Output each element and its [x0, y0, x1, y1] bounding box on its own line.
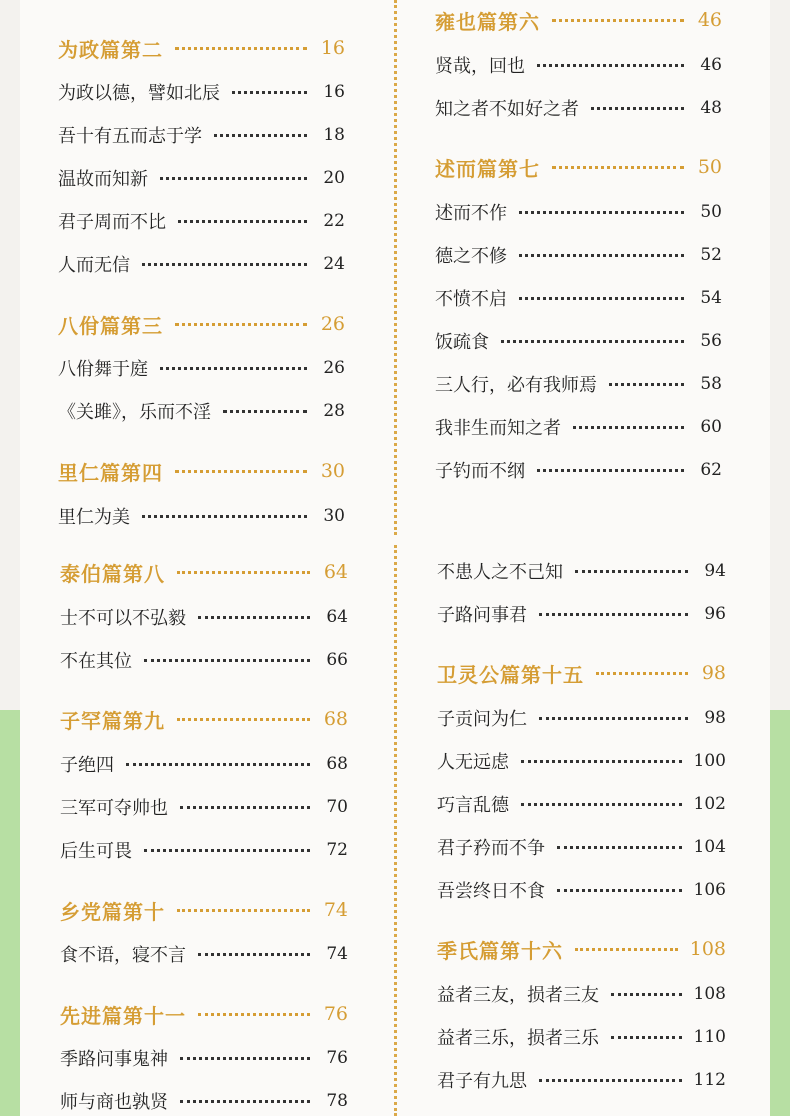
page-number: 50	[700, 202, 722, 222]
chapter-title: 述而篇第七	[435, 156, 540, 181]
chapter-title: 先进篇第十一	[60, 1003, 186, 1028]
page-number: 100	[693, 751, 726, 771]
page-number: 108	[693, 984, 726, 1004]
entry-title: 君子矜而不争	[437, 838, 545, 859]
dot-leader	[177, 571, 310, 574]
entry-title: 不愤不启	[435, 289, 507, 310]
entry-title: 德之不修	[435, 246, 507, 267]
dot-leader	[160, 367, 307, 370]
entry-title: 益者三友，损者三友	[437, 985, 599, 1006]
dot-leader	[521, 760, 682, 763]
entry-title: 我非生而知之者	[435, 418, 561, 439]
toc-entry[interactable]	[60, 1043, 348, 1073]
entry-title: 君子有九思	[437, 1071, 527, 1092]
page-number: 26	[323, 358, 345, 378]
toc-entry[interactable]	[58, 120, 345, 150]
dot-leader	[591, 107, 684, 110]
entry-title: 人无远虑	[437, 752, 509, 773]
chapter-heading[interactable]	[60, 999, 348, 1029]
dot-leader	[537, 64, 684, 67]
entry-title: 后生可畏	[60, 841, 132, 862]
dot-leader	[177, 909, 310, 912]
dot-leader	[126, 763, 310, 766]
page-number: 108	[689, 938, 726, 960]
dot-leader	[142, 515, 307, 518]
page-number: 112	[693, 1070, 726, 1090]
toc-entry[interactable]	[435, 93, 722, 123]
dot-leader	[575, 948, 678, 951]
toc-entry[interactable]	[435, 197, 722, 227]
column-divider-top	[394, 0, 397, 535]
entry-title: 子钓而不纲	[435, 461, 525, 482]
toc-entry[interactable]	[60, 602, 348, 632]
page-number: 76	[326, 1048, 348, 1068]
chapter-title: 季氏篇第十六	[437, 938, 563, 963]
toc-entry[interactable]	[437, 556, 726, 586]
entry-title: 益者三乐，损者三乐	[437, 1028, 599, 1049]
dot-leader	[198, 616, 310, 619]
chapter-heading[interactable]	[60, 557, 348, 587]
page-number: 24	[323, 254, 345, 274]
page-number: 76	[323, 1003, 348, 1025]
toc-entry[interactable]	[437, 746, 726, 776]
page-number: 60	[700, 417, 722, 437]
dot-leader	[519, 297, 684, 300]
toc-entry[interactable]	[58, 249, 345, 279]
page-number: 58	[700, 374, 722, 394]
dot-leader	[557, 846, 682, 849]
green-band-left	[0, 710, 20, 1116]
entry-title: 君子周而不比	[58, 212, 166, 233]
page-number: 62	[700, 460, 722, 480]
chapter-title: 里仁篇第四	[58, 460, 163, 485]
page-number: 16	[320, 37, 345, 59]
page-number: 98	[701, 662, 726, 684]
chapter-title: 乡党篇第十	[60, 899, 165, 924]
chapter-title: 子罕篇第九	[60, 708, 165, 733]
toc-entry[interactable]	[60, 792, 348, 822]
toc-entry[interactable]	[60, 835, 348, 865]
toc-entry[interactable]	[437, 599, 726, 629]
entry-title: 里仁为美	[58, 507, 130, 528]
entry-title: 士不可以不弘毅	[60, 608, 186, 629]
entry-title: 季路问事鬼神	[60, 1049, 168, 1070]
page-number: 22	[323, 211, 345, 231]
dot-leader	[177, 718, 310, 721]
entry-title: 不患人之不己知	[437, 562, 563, 583]
dot-leader	[609, 383, 684, 386]
toc-entry[interactable]	[58, 163, 345, 193]
toc-entry[interactable]	[435, 369, 722, 399]
page-number: 50	[697, 156, 722, 178]
entry-title: 子贡问为仁	[437, 709, 527, 730]
toc-entry[interactable]	[437, 703, 726, 733]
chapter-heading[interactable]	[435, 5, 722, 35]
dot-leader	[611, 1036, 682, 1039]
dot-leader	[232, 91, 307, 94]
entry-title: 饭疏食	[435, 332, 489, 353]
page-number: 68	[323, 708, 348, 730]
dot-leader	[537, 469, 684, 472]
page-number: 20	[323, 168, 345, 188]
entry-title: 温故而知新	[58, 169, 148, 190]
entry-title: 巧言乱德	[437, 795, 509, 816]
entry-title: 《关雎》，乐而不淫	[58, 402, 211, 423]
dot-leader	[178, 220, 307, 223]
entry-title: 子路问事君	[437, 605, 527, 626]
page-number: 94	[704, 561, 726, 581]
dot-leader	[557, 889, 682, 892]
dot-leader	[180, 806, 310, 809]
chapter-title: 为政篇第二	[58, 37, 163, 62]
page-number: 64	[326, 607, 348, 627]
dot-leader	[539, 717, 688, 720]
chapter-heading[interactable]	[437, 658, 726, 688]
dot-leader	[575, 570, 688, 573]
page-number: 70	[326, 797, 348, 817]
page-number: 98	[704, 708, 726, 728]
chapter-heading[interactable]	[437, 934, 726, 964]
entry-title: 吾十有五而志于学	[58, 126, 202, 147]
page-number: 46	[697, 9, 722, 31]
dot-leader	[501, 340, 684, 343]
page-number: 26	[320, 313, 345, 335]
page-number: 104	[693, 837, 726, 857]
toc-entry[interactable]	[437, 1022, 726, 1052]
column-divider-bottom	[394, 545, 397, 1116]
chapter-title: 八佾篇第三	[58, 313, 163, 338]
page-number: 102	[693, 794, 726, 814]
dot-leader	[142, 263, 307, 266]
toc-entry[interactable]	[60, 939, 348, 969]
dot-leader	[596, 672, 688, 675]
chapter-heading[interactable]	[58, 456, 345, 486]
dot-leader	[198, 1013, 310, 1016]
dot-leader	[144, 659, 310, 662]
page-number: 56	[700, 331, 722, 351]
toc-entry[interactable]	[60, 749, 348, 779]
entry-title: 三人行，必有我师焉	[435, 375, 597, 396]
page-number: 68	[326, 754, 348, 774]
toc-entry[interactable]	[437, 1065, 726, 1095]
dot-leader	[214, 134, 307, 137]
toc-entry[interactable]	[435, 455, 722, 485]
page-number: 48	[700, 98, 722, 118]
entry-title: 贤哉，回也	[435, 56, 525, 77]
toc-entry[interactable]	[437, 875, 726, 905]
dot-leader	[223, 410, 307, 413]
entry-title: 不在其位	[60, 651, 132, 672]
page-number: 46	[700, 55, 722, 75]
page-number: 74	[323, 899, 348, 921]
toc-entry[interactable]	[437, 789, 726, 819]
dot-leader	[180, 1057, 310, 1060]
toc-entry[interactable]	[58, 206, 345, 236]
dot-leader	[198, 953, 310, 956]
toc-entry[interactable]	[58, 501, 345, 531]
dot-leader	[552, 166, 684, 169]
chapter-heading[interactable]	[58, 33, 345, 63]
chapter-heading[interactable]	[435, 152, 722, 182]
dot-leader	[175, 47, 307, 50]
dot-leader	[175, 470, 307, 473]
dot-leader	[573, 426, 684, 429]
page-number: 28	[323, 401, 345, 421]
page-number: 54	[700, 288, 722, 308]
page-number: 52	[700, 245, 722, 265]
page-number: 72	[326, 840, 348, 860]
page-number: 66	[326, 650, 348, 670]
page-number: 30	[320, 460, 345, 482]
page-number: 78	[326, 1091, 348, 1111]
toc-entry[interactable]	[435, 50, 722, 80]
page-number: 16	[323, 82, 345, 102]
entry-title: 食不语，寝不言	[60, 945, 186, 966]
dot-leader	[539, 1079, 682, 1082]
entry-title: 子绝四	[60, 755, 114, 776]
entry-title: 人而无信	[58, 255, 130, 276]
dot-leader	[144, 849, 310, 852]
chapter-title: 泰伯篇第八	[60, 561, 165, 586]
chapter-title: 雍也篇第六	[435, 9, 540, 34]
toc-entry[interactable]	[435, 326, 722, 356]
dot-leader	[552, 19, 684, 22]
dot-leader	[521, 803, 682, 806]
page-number: 64	[323, 561, 348, 583]
page-number: 106	[693, 880, 726, 900]
toc-entry[interactable]	[437, 832, 726, 862]
entry-title: 知之者不如好之者	[435, 99, 579, 120]
page-number: 30	[323, 506, 345, 526]
toc-entry[interactable]	[435, 240, 722, 270]
toc-entry[interactable]	[60, 645, 348, 675]
entry-title: 八佾舞于庭	[58, 359, 148, 380]
chapter-heading[interactable]	[58, 309, 345, 339]
dot-leader	[539, 613, 688, 616]
toc-entry[interactable]	[60, 1086, 348, 1116]
chapter-heading[interactable]	[60, 704, 348, 734]
entry-title: 三军可夺帅也	[60, 798, 168, 819]
toc-entry[interactable]	[58, 77, 345, 107]
toc-entry[interactable]	[435, 283, 722, 313]
entry-title: 为政以德，譬如北辰	[58, 83, 220, 104]
page-number: 96	[704, 604, 726, 624]
chapter-heading[interactable]	[60, 895, 348, 925]
dot-leader	[180, 1100, 310, 1103]
toc-entry[interactable]	[58, 396, 345, 426]
entry-title: 述而不作	[435, 203, 507, 224]
toc-entry[interactable]	[437, 979, 726, 1009]
dot-leader	[519, 254, 684, 257]
entry-title: 师与商也孰贤	[60, 1092, 168, 1113]
dot-leader	[519, 211, 684, 214]
page-number: 74	[326, 944, 348, 964]
dot-leader	[160, 177, 307, 180]
toc-entry[interactable]	[58, 353, 345, 383]
entry-title: 吾尝终日不食	[437, 881, 545, 902]
page-number: 110	[693, 1027, 726, 1047]
dot-leader	[175, 323, 307, 326]
toc-entry[interactable]	[435, 412, 722, 442]
chapter-title: 卫灵公篇第十五	[437, 662, 584, 687]
dot-leader	[611, 993, 682, 996]
page-number: 18	[323, 125, 345, 145]
green-band-right	[770, 710, 790, 1116]
